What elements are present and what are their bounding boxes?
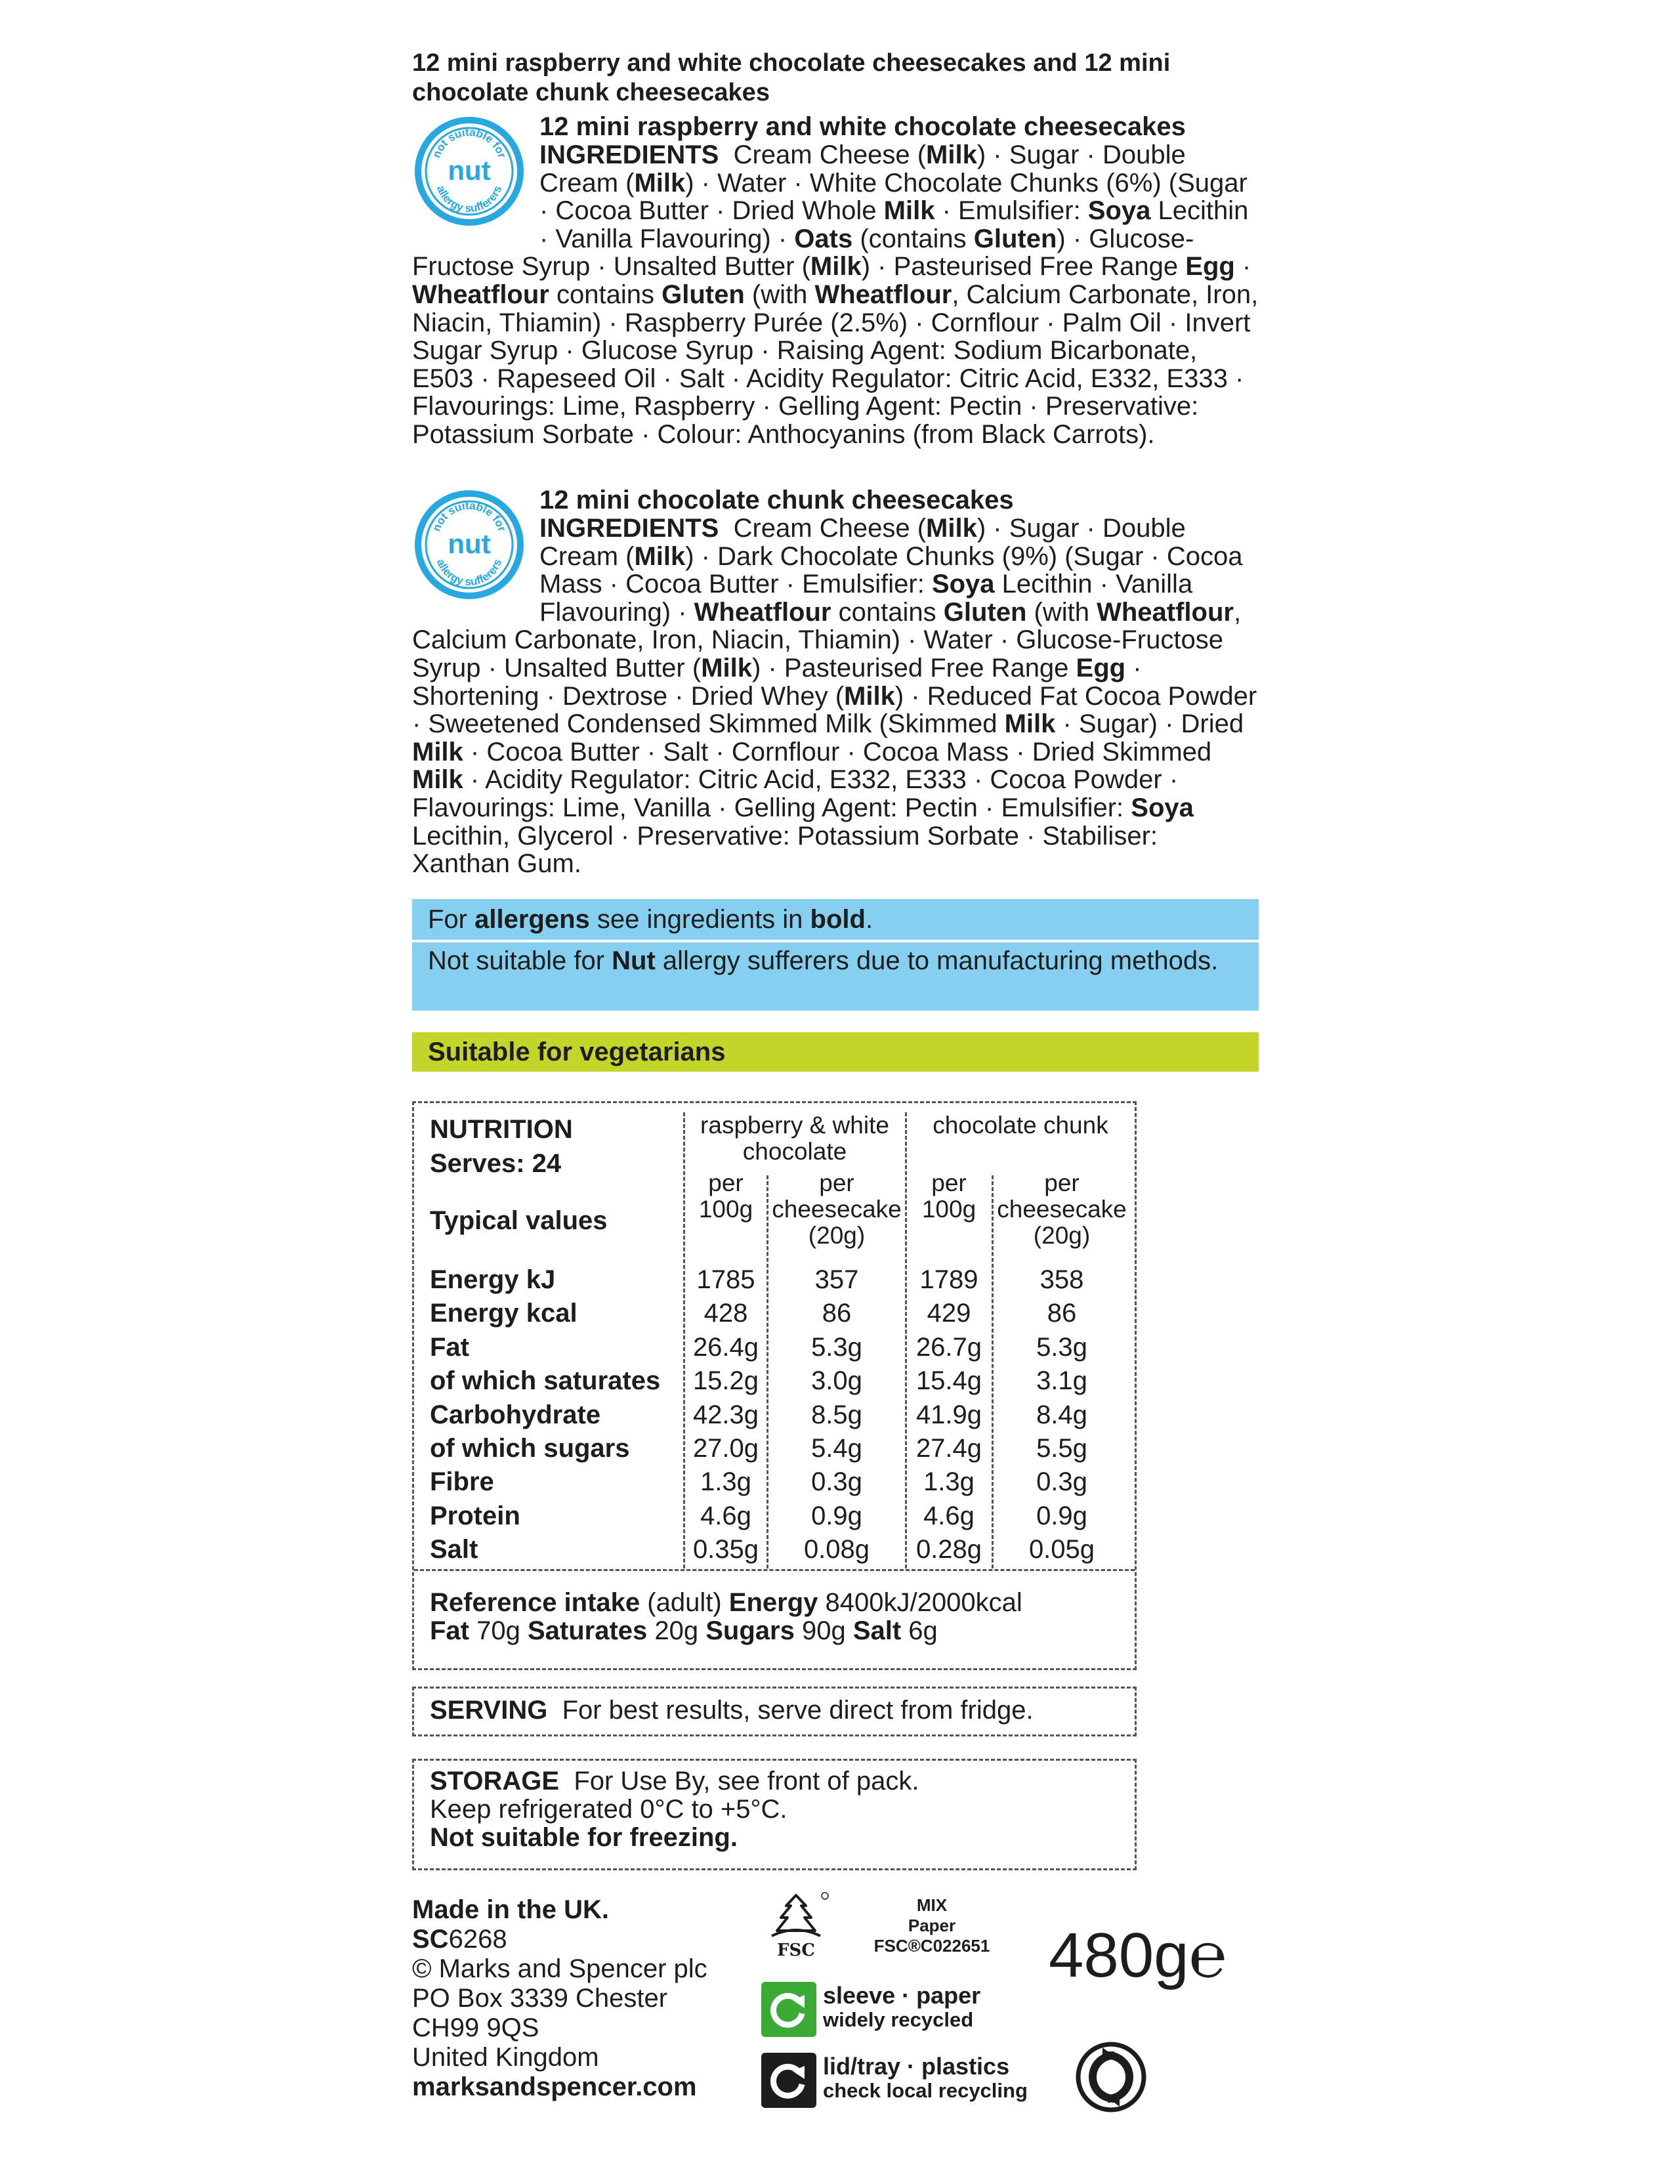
nutrient-label: Energy kcal <box>430 1299 578 1328</box>
typical-values-label: Typical values <box>430 1206 608 1235</box>
nutrient-value: 86 <box>822 1299 852 1328</box>
fsc-mix-label: MIX Paper FSC®C022651 <box>873 1895 990 1956</box>
nutrient-label: Fat <box>430 1332 469 1362</box>
nutrient-value: 0.9g <box>811 1501 862 1530</box>
nutrient-label: of which saturates <box>430 1366 661 1396</box>
nutrient-value: 0.08g <box>803 1535 870 1564</box>
ingredients-text: INGREDIENTS Cream Cheese (Milk) · Sugar · Double Cream (Milk) · Dark Chocolate Chunks (9%) (Sugar · Cocoa Mass · Cocoa Butter · Emulsifier: Soya Lecithin · Vanilla Flavouring) · Wheatflour contains Gluten (with Wheatflour, Calcium Carbonate, Iron, Niacin, Thiamin) · Water · Glucose-Fructose Syrup · Unsalted Butter (Milk) · Pasteurised Free Range Egg · Shortening · Dextrose · Dried Whey (Milk) · Reduced Fat Cocoa Powder · Sweetened Condensed Skimmed Milk (Skimmed Milk · Sugar) · Dried Milk · Cocoa Butter · Salt · Cornflour · Cocoa Mass · Dried Skimmed Milk · Acidity Regulator: Citric Acid, E332, E333 · Cocoa Powder · Flavourings: Lime, Vanilla · Gelling Agent: Pectin · Emulsifier: Soya Lecithin, Glycerol · Preservative: Potassium Sorbate · Stabiliser: Xanthan Gum. <box>412 514 1257 879</box>
nutrient-label: of which sugars <box>430 1433 630 1463</box>
nutrition-row <box>414 1465 1135 1499</box>
nutrient-value: 0.3g <box>1036 1467 1087 1497</box>
pack-title: 12 mini raspberry and white chocolate cheesecakes and 12 mini chocolate chunk cheesecakes <box>412 49 1171 106</box>
nutrient-value: 27.4g <box>915 1433 982 1463</box>
per-100g-header: per 100g <box>921 1169 976 1223</box>
svg-text:FSC: FSC <box>777 1941 815 1960</box>
ingredients-chocolate-chunk <box>412 486 1259 878</box>
nutrient-value: 5.5g <box>1036 1433 1087 1463</box>
estimate-mark-icon: ℮ <box>1188 1920 1227 1990</box>
nutrition-row <box>414 1398 1135 1432</box>
nutrient-value: 3.1g <box>1036 1366 1087 1396</box>
nutrition-row <box>414 1432 1135 1465</box>
nutrient-value: 42.3g <box>692 1400 759 1429</box>
nutrient-label: Fibre <box>430 1467 494 1497</box>
nut-warning-icon <box>413 116 525 227</box>
nutrient-label: Salt <box>430 1535 478 1564</box>
nutrient-value: 1.3g <box>700 1467 751 1497</box>
nutrient-value: 358 <box>1040 1265 1084 1294</box>
nutrient-value: 86 <box>1047 1299 1077 1328</box>
nutrition-row <box>414 1297 1135 1330</box>
nutrient-value: 5.3g <box>1036 1332 1087 1362</box>
nutrient-value: 429 <box>927 1299 971 1328</box>
per-cheesecake-header: per cheesecake (20g) <box>997 1169 1127 1249</box>
svg-text:nut: nut <box>448 155 491 186</box>
serving-box: SERVING For best results, serve direct from fridge. <box>412 1687 1137 1736</box>
svg-text:allergy sufferers: allergy sufferers <box>434 184 505 215</box>
svg-text:nut: nut <box>448 528 491 559</box>
nutrient-value: 3.0g <box>811 1366 862 1396</box>
nutrient-value: 8.5g <box>811 1400 862 1429</box>
column-raspberry: raspberry & white chocolate <box>700 1112 889 1165</box>
recycle-widely-icon <box>761 1982 816 2037</box>
nutrient-value: 428 <box>704 1299 748 1328</box>
nutrient-value: 15.4g <box>915 1366 982 1396</box>
recycle-check-local-icon <box>761 2053 816 2108</box>
nutrition-row <box>414 1500 1135 1533</box>
nutrient-value: 5.3g <box>811 1332 862 1362</box>
nutrient-value: 1785 <box>696 1265 755 1294</box>
nutrition-table <box>412 1101 1137 1670</box>
website-link[interactable]: marksandspencer.com <box>412 2072 697 2101</box>
nutrient-label: Energy kJ <box>430 1265 556 1294</box>
net-weight: 480g℮ <box>1049 1920 1227 1990</box>
nutrient-value: 4.6g <box>923 1501 975 1530</box>
nutrition-row <box>414 1364 1135 1398</box>
product-heading: 12 mini chocolate chunk cheesecakes <box>539 486 1014 514</box>
fsc-tree-icon <box>760 1890 832 1962</box>
vegetarian-badge: Suitable for vegetarians <box>412 1032 1259 1072</box>
nutrient-value: 41.9g <box>915 1400 982 1429</box>
svg-text:not suitable for: not suitable for <box>430 125 509 160</box>
nutrient-value: 0.3g <box>811 1467 862 1497</box>
nut-warning-icon <box>413 489 525 600</box>
reference-intake: Reference intake (adult) Energy 8400kJ/2000kcal Fat 70g Saturates 20g Sugars 90g Salt 6g <box>430 1588 1022 1645</box>
nutrient-label: Carbohydrate <box>430 1400 601 1429</box>
nutrient-value: 0.28g <box>915 1535 982 1564</box>
ingredients-text: INGREDIENTS Cream Cheese (Milk) · Sugar · Double Cream (Milk) · Water · White Chocolate Chunks (6%) (Sugar · Cocoa Butter · Dried Whole Milk · Emulsifier: Soya Lecithin · Vanilla Flavouring) · Oats (contains Gluten) · Glucose-Fructose Syrup · Unsalted Butter (Milk) · Pasteurised Free Range Egg · Wheatflour contains Gluten (with Wheatflour, Calcium Carbonate, Iron, Niacin, Thiamin) · Raspberry Purée (2.5%) · Cornflour · Palm Oil · Invert Sugar Syrup · Glucose Syrup · Raising Agent: Sodium Bicarbonate, E503 · Rapeseed Oil · Salt · Acidity Regulator: Citric Acid, E332, E333 · Flavourings: Lime, Raspberry · Gelling Agent: Pectin · Preservative: Potassium Sorbate · Colour: Anthocyanins (from Black Carrots). <box>412 140 1259 449</box>
nutrient-value: 357 <box>814 1265 859 1294</box>
nutrition-title: NUTRITION Serves: 24 <box>430 1115 573 1178</box>
nut-allergy-notice: Not suitable for Nut allergy sufferers due to manufacturing methods. <box>412 942 1259 1011</box>
nutrient-value: 15.2g <box>692 1366 759 1396</box>
ingredients-raspberry <box>412 113 1259 449</box>
product-heading: 12 mini raspberry and white chocolate cheesecakes <box>539 112 1186 141</box>
nutrition-row <box>414 1533 1135 1566</box>
nutrient-value: 8.4g <box>1036 1400 1087 1429</box>
nutrient-value: 26.7g <box>915 1332 982 1362</box>
company-info: Made in the UK. SC6268 © Marks and Spencer plc PO Box 3339 Chester CH99 9QS United Kingdom marksandspencer.com <box>412 1895 707 2101</box>
green-dot-icon <box>1075 2041 1147 2113</box>
nutrient-value: 4.6g <box>700 1501 751 1530</box>
nutrition-row <box>414 1263 1135 1297</box>
nutrient-value: 5.4g <box>811 1433 862 1463</box>
allergen-notice: For allergens see ingredients in bold. <box>412 899 1259 940</box>
nutrient-value: 26.4g <box>692 1332 759 1362</box>
nutrient-label: Protein <box>430 1501 520 1530</box>
nutrient-value: 0.9g <box>1036 1501 1087 1530</box>
nutrition-row <box>414 1331 1135 1364</box>
per-cheesecake-header: per cheesecake (20g) <box>772 1169 902 1249</box>
nutrient-value: 1.3g <box>923 1467 975 1497</box>
svg-text:allergy sufferers: allergy sufferers <box>434 557 505 589</box>
recycling-lid-tray: lid/tray · plastics check local recycling <box>823 2053 1028 2102</box>
nutrient-value: 0.05g <box>1028 1535 1095 1564</box>
storage-box: STORAGE For Use By, see front of pack. Keep refrigerated 0°C to +5°C. Not suitable for freezing. <box>412 1759 1137 1870</box>
recycling-sleeve: sleeve · paper widely recycled <box>823 1982 981 2031</box>
nutrient-value: 0.35g <box>692 1535 759 1564</box>
nutrient-value: 1789 <box>919 1265 978 1294</box>
svg-text:not suitable for: not suitable for <box>430 499 509 534</box>
per-100g-header: per 100g <box>698 1169 753 1223</box>
column-chocolate: chocolate chunk <box>933 1112 1108 1139</box>
nutrient-value: 27.0g <box>692 1433 759 1463</box>
